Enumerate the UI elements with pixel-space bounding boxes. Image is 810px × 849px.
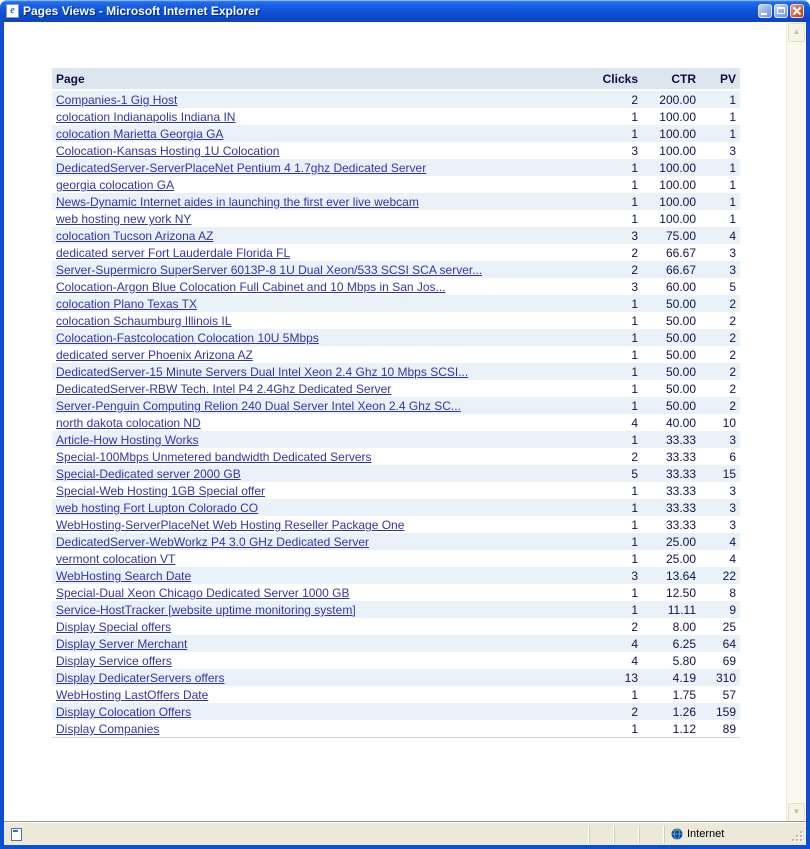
table-row [52,567,740,584]
table-row [52,329,740,346]
pv-cell: 3 [700,431,740,448]
page-cell [52,703,582,720]
table-row [52,584,740,601]
clicks-cell: 4 [582,652,642,669]
page-cell [52,261,582,278]
ctr-cell: 25.00 [642,550,700,567]
table-row [52,618,740,635]
page-link[interactable]: Service-HostTracker [website uptime monitoring system] [56,603,356,617]
table-row [52,431,740,448]
pv-cell: 4 [700,227,740,244]
clicks-cell: 2 [582,244,642,261]
pv-cell: 15 [700,465,740,482]
page-cell [52,108,582,125]
clicks-cell: 1 [582,550,642,567]
pv-cell: 1 [700,125,740,142]
ctr-cell: 66.67 [642,261,700,278]
page-cell [52,159,582,176]
window-title: Pages Views - Microsoft Internet Explorer [23,4,260,18]
page-link[interactable]: News-Dynamic Internet aides in launching the first ever live webcam [56,195,419,209]
pv-cell: 25 [700,618,740,635]
table-row [52,516,740,533]
ctr-cell: 11.11 [642,601,700,618]
page-cell [52,397,582,414]
pv-cell: 2 [700,380,740,397]
ctr-cell: 12.50 [642,584,700,601]
ctr-cell: 33.33 [642,516,700,533]
pv-cell: 310 [700,669,740,686]
ctr-cell: 100.00 [642,142,700,159]
page-link[interactable]: dedicated server Fort Lauderdale Florida FL [56,246,291,260]
table-header-row [52,68,740,90]
page-cell [52,414,582,431]
page-cell [52,329,582,346]
table-row [52,499,740,516]
pv-cell: 2 [700,295,740,312]
clicks-cell: 2 [582,703,642,720]
ctr-cell: 6.25 [642,635,700,652]
title-bar[interactable] [0,0,810,22]
page-cell [52,125,582,142]
ctr-cell: 200.00 [642,90,700,108]
pv-cell: 6 [700,448,740,465]
page-link[interactable]: DedicatedServer-15 Minute Servers Dual Intel Xeon 2.4 Ghz 10 Mbps SCSI... [56,365,469,379]
clicks-cell: 1 [582,397,642,414]
page-link[interactable]: Display DedicaterServers offers [56,671,225,685]
page-link[interactable]: Display Companies [56,722,160,736]
pv-cell: 3 [700,499,740,516]
page-link[interactable]: Server-Penguin Computing Relion 240 Dual Server Intel Xeon 2.4 Ghz SC... [56,399,461,413]
clicks-cell: 1 [582,159,642,176]
page-link[interactable]: DedicatedServer-RBW Tech. Intel P4 2.4Ghz Dedicated Server [56,382,392,396]
table-row [52,414,740,431]
page-link[interactable]: Display Server Merchant [56,637,188,651]
column-header-pv: PV [700,68,740,90]
page-cell [52,227,582,244]
column-header-page: Page [52,68,582,90]
table-row [52,703,740,720]
table-row [52,278,740,295]
page-cell [52,210,582,227]
page-link[interactable]: web hosting Fort Lupton Colorado CO [56,501,259,515]
pv-cell: 5 [700,278,740,295]
ctr-cell: 5.80 [642,652,700,669]
pv-cell: 3 [700,516,740,533]
table-row [52,193,740,210]
pages-views-table [52,68,740,738]
page-cell [52,686,582,703]
status-separator [639,826,664,843]
ctr-cell: 50.00 [642,363,700,380]
clicks-cell: 1 [582,584,642,601]
table-row [52,482,740,499]
table-row [52,397,740,414]
clicks-cell: 2 [582,448,642,465]
table-row [52,176,740,193]
page-cell [52,90,582,108]
page-link[interactable]: colocation Tucson Arizona AZ [56,229,214,243]
page-cell [52,720,582,738]
clicks-cell: 1 [582,516,642,533]
pv-cell: 8 [700,584,740,601]
page-cell [52,312,582,329]
page-cell [52,550,582,567]
ctr-cell: 33.33 [642,499,700,516]
page-link[interactable]: north dakota colocation ND [56,416,201,430]
column-header-ctr: CTR [642,68,700,90]
clicks-cell: 1 [582,176,642,193]
page-cell [52,499,582,516]
table-row [52,652,740,669]
clicks-cell: 4 [582,635,642,652]
clicks-cell: 3 [582,227,642,244]
page-link[interactable]: web hosting new york NY [56,212,192,226]
table-row [52,142,740,159]
page-cell [52,278,582,295]
table-row [52,90,740,108]
page-link[interactable]: colocation Schaumburg Illinois IL [56,314,232,328]
ctr-cell: 50.00 [642,312,700,329]
status-bar [4,822,806,845]
pv-cell: 1 [700,176,740,193]
pv-cell: 89 [700,720,740,738]
pv-cell: 2 [700,397,740,414]
vertical-scrollbar[interactable] [786,22,806,823]
clicks-cell: 1 [582,193,642,210]
window-controls [758,4,804,18]
ctr-cell: 1.75 [642,686,700,703]
pv-cell: 3 [700,244,740,261]
ctr-cell: 8.00 [642,618,700,635]
page-link[interactable]: Companies-1 Gig Host [56,93,178,107]
pv-cell: 1 [700,108,740,125]
page-cell [52,618,582,635]
pv-cell: 2 [700,346,740,363]
page-link[interactable]: colocation Plano Texas TX [56,297,197,311]
table-row [52,635,740,652]
ctr-cell: 50.00 [642,380,700,397]
page-link[interactable]: Server-Supermicro SuperServer 6013P-8 1U Dual Xeon/533 SCSI SCA server... [56,263,483,277]
ctr-cell: 33.33 [642,482,700,499]
status-page-icon [11,828,22,841]
clicks-cell: 1 [582,482,642,499]
table-row [52,346,740,363]
ctr-cell: 50.00 [642,346,700,363]
maximize-button[interactable] [774,4,788,18]
page-link[interactable]: Special-100Mbps Unmetered bandwidth Dedicated Servers [56,450,372,464]
table-row [52,669,740,686]
page-link[interactable]: Display Service offers [56,654,172,668]
table-body [52,90,740,738]
clicks-cell: 13 [582,669,642,686]
pv-cell: 64 [700,635,740,652]
clicks-cell: 2 [582,618,642,635]
ctr-cell: 100.00 [642,125,700,142]
page-link[interactable]: Article-How Hosting Works [56,433,199,447]
page-cell [52,601,582,618]
pv-cell: 159 [700,703,740,720]
pv-cell: 1 [700,193,740,210]
pv-cell: 1 [700,90,740,108]
page-link[interactable]: DedicatedServer-ServerPlaceNet Pentium 4 1.7ghz Dedicated Server [56,161,427,175]
pv-cell: 3 [700,482,740,499]
clicks-cell: 1 [582,210,642,227]
page-link[interactable]: DedicatedServer-WebWorkz P4 3.0 GHz Dedicated Server [56,535,370,549]
page-cell [52,380,582,397]
ctr-cell: 50.00 [642,397,700,414]
clicks-cell: 1 [582,346,642,363]
clicks-cell: 3 [582,567,642,584]
page-cell [52,482,582,499]
table-row [52,210,740,227]
clicks-cell: 1 [582,312,642,329]
ctr-cell: 100.00 [642,108,700,125]
clicks-cell: 1 [582,499,642,516]
close-button[interactable] [790,4,804,18]
ctr-cell: 50.00 [642,295,700,312]
page-cell [52,448,582,465]
page-link[interactable]: colocation Indianapolis Indiana IN [56,110,236,124]
clicks-cell: 1 [582,431,642,448]
table-row [52,261,740,278]
ctr-cell: 40.00 [642,414,700,431]
pv-cell: 1 [700,210,740,227]
page-content [4,22,786,823]
clicks-cell: 3 [582,278,642,295]
page-cell [52,533,582,550]
clicks-cell: 2 [582,261,642,278]
page-cell [52,431,582,448]
ctr-cell: 100.00 [642,210,700,227]
page-link[interactable]: WebHosting-ServerPlaceNet Web Hosting Reseller Package One [56,518,405,532]
ctr-cell: 4.19 [642,669,700,686]
table-row [52,227,740,244]
table-row [52,244,740,261]
ctr-cell: 50.00 [642,329,700,346]
table-row [52,686,740,703]
pv-cell: 57 [700,686,740,703]
minimize-button[interactable] [758,4,772,18]
page-cell [52,465,582,482]
ctr-cell: 100.00 [642,159,700,176]
pv-cell: 2 [700,312,740,329]
ctr-cell: 33.33 [642,465,700,482]
table-row [52,550,740,567]
clicks-cell: 1 [582,125,642,142]
ctr-cell: 100.00 [642,176,700,193]
scroll-down-icon[interactable]: ▼ [788,803,805,822]
clicks-cell: 1 [582,686,642,703]
pv-cell: 3 [700,142,740,159]
clicks-cell: 1 [582,720,642,738]
page-link[interactable]: colocation Marietta Georgia GA [56,127,224,141]
page-cell [52,193,582,210]
scroll-up-icon[interactable]: ▲ [788,23,805,42]
ctr-cell: 66.67 [642,244,700,261]
browser-viewport [4,22,806,823]
table-row [52,465,740,482]
ctr-cell: 1.26 [642,703,700,720]
pv-cell: 69 [700,652,740,669]
page-cell [52,244,582,261]
ctr-cell: 100.00 [642,193,700,210]
page-cell [52,516,582,533]
page-link[interactable]: Colocation-Argon Blue Colocation Full Cabinet and 10 Mbps in San Jos... [56,280,446,294]
page-cell [52,295,582,312]
table-row [52,601,740,618]
table-row [52,312,740,329]
table-row [52,159,740,176]
page-link[interactable]: WebHosting LastOffers Date [56,688,209,702]
pv-cell: 2 [700,363,740,380]
internet-zone-panel [664,826,806,843]
status-separator [589,826,614,843]
page-cell [52,567,582,584]
clicks-cell: 1 [582,108,642,125]
page-cell [52,346,582,363]
clicks-cell: 5 [582,465,642,482]
clicks-cell: 1 [582,533,642,550]
ctr-cell: 33.33 [642,431,700,448]
clicks-cell: 1 [582,601,642,618]
page-link[interactable]: Display Colocation Offers [56,705,192,719]
table-row [52,720,740,738]
scrollbar-track[interactable] [787,43,806,802]
pv-cell: 22 [700,567,740,584]
internet-globe-icon [671,828,683,840]
table-row [52,295,740,312]
clicks-cell: 1 [582,329,642,346]
pv-cell: 3 [700,261,740,278]
internet-zone-label: Internet [687,828,725,840]
page-cell [52,363,582,380]
page-cell [52,176,582,193]
clicks-cell: 1 [582,295,642,312]
table-row [52,448,740,465]
column-header-clicks: Clicks [582,68,642,90]
ie-page-icon: e [6,4,19,18]
ctr-cell: 33.33 [642,448,700,465]
table-row [52,380,740,397]
page-link[interactable]: Special-Dedicated server 2000 GB [56,467,241,481]
page-cell [52,669,582,686]
page-link[interactable]: georgia colocation GA [56,178,175,192]
clicks-cell: 4 [582,414,642,431]
pv-cell: 1 [700,159,740,176]
status-separator [614,826,639,843]
ctr-cell: 25.00 [642,533,700,550]
pv-cell: 9 [700,601,740,618]
clicks-cell: 2 [582,90,642,108]
page-link[interactable]: WebHosting Search Date [56,569,192,583]
page-cell [52,142,582,159]
ctr-cell: 75.00 [642,227,700,244]
pv-cell: 4 [700,533,740,550]
page-cell [52,584,582,601]
ctr-cell: 13.64 [642,567,700,584]
clicks-cell: 1 [582,380,642,397]
page-link[interactable]: Display Special offers [56,620,172,634]
table-row [52,108,740,125]
resize-grip[interactable] [790,829,803,842]
table-row [52,125,740,142]
page-link[interactable]: Colocation-Fastcolocation Colocation 10U 5Mbps [56,331,319,345]
clicks-cell: 3 [582,142,642,159]
pv-cell: 4 [700,550,740,567]
ctr-cell: 1.12 [642,720,700,738]
table-row [52,533,740,550]
pv-cell: 10 [700,414,740,431]
ctr-cell: 60.00 [642,278,700,295]
page-cell [52,635,582,652]
page-link[interactable]: Special-Web Hosting 1GB Special offer [56,484,265,498]
page-cell [52,652,582,669]
page-link[interactable]: vermont colocation VT [56,552,176,566]
page-link[interactable]: Special-Dual Xeon Chicago Dedicated Server 1000 GB [56,586,350,600]
table-row [52,363,740,380]
clicks-cell: 1 [582,363,642,380]
page-link[interactable]: Colocation-Kansas Hosting 1U Colocation [56,144,280,158]
pv-cell: 2 [700,329,740,346]
page-link[interactable]: dedicated server Phoenix Arizona AZ [56,348,253,362]
